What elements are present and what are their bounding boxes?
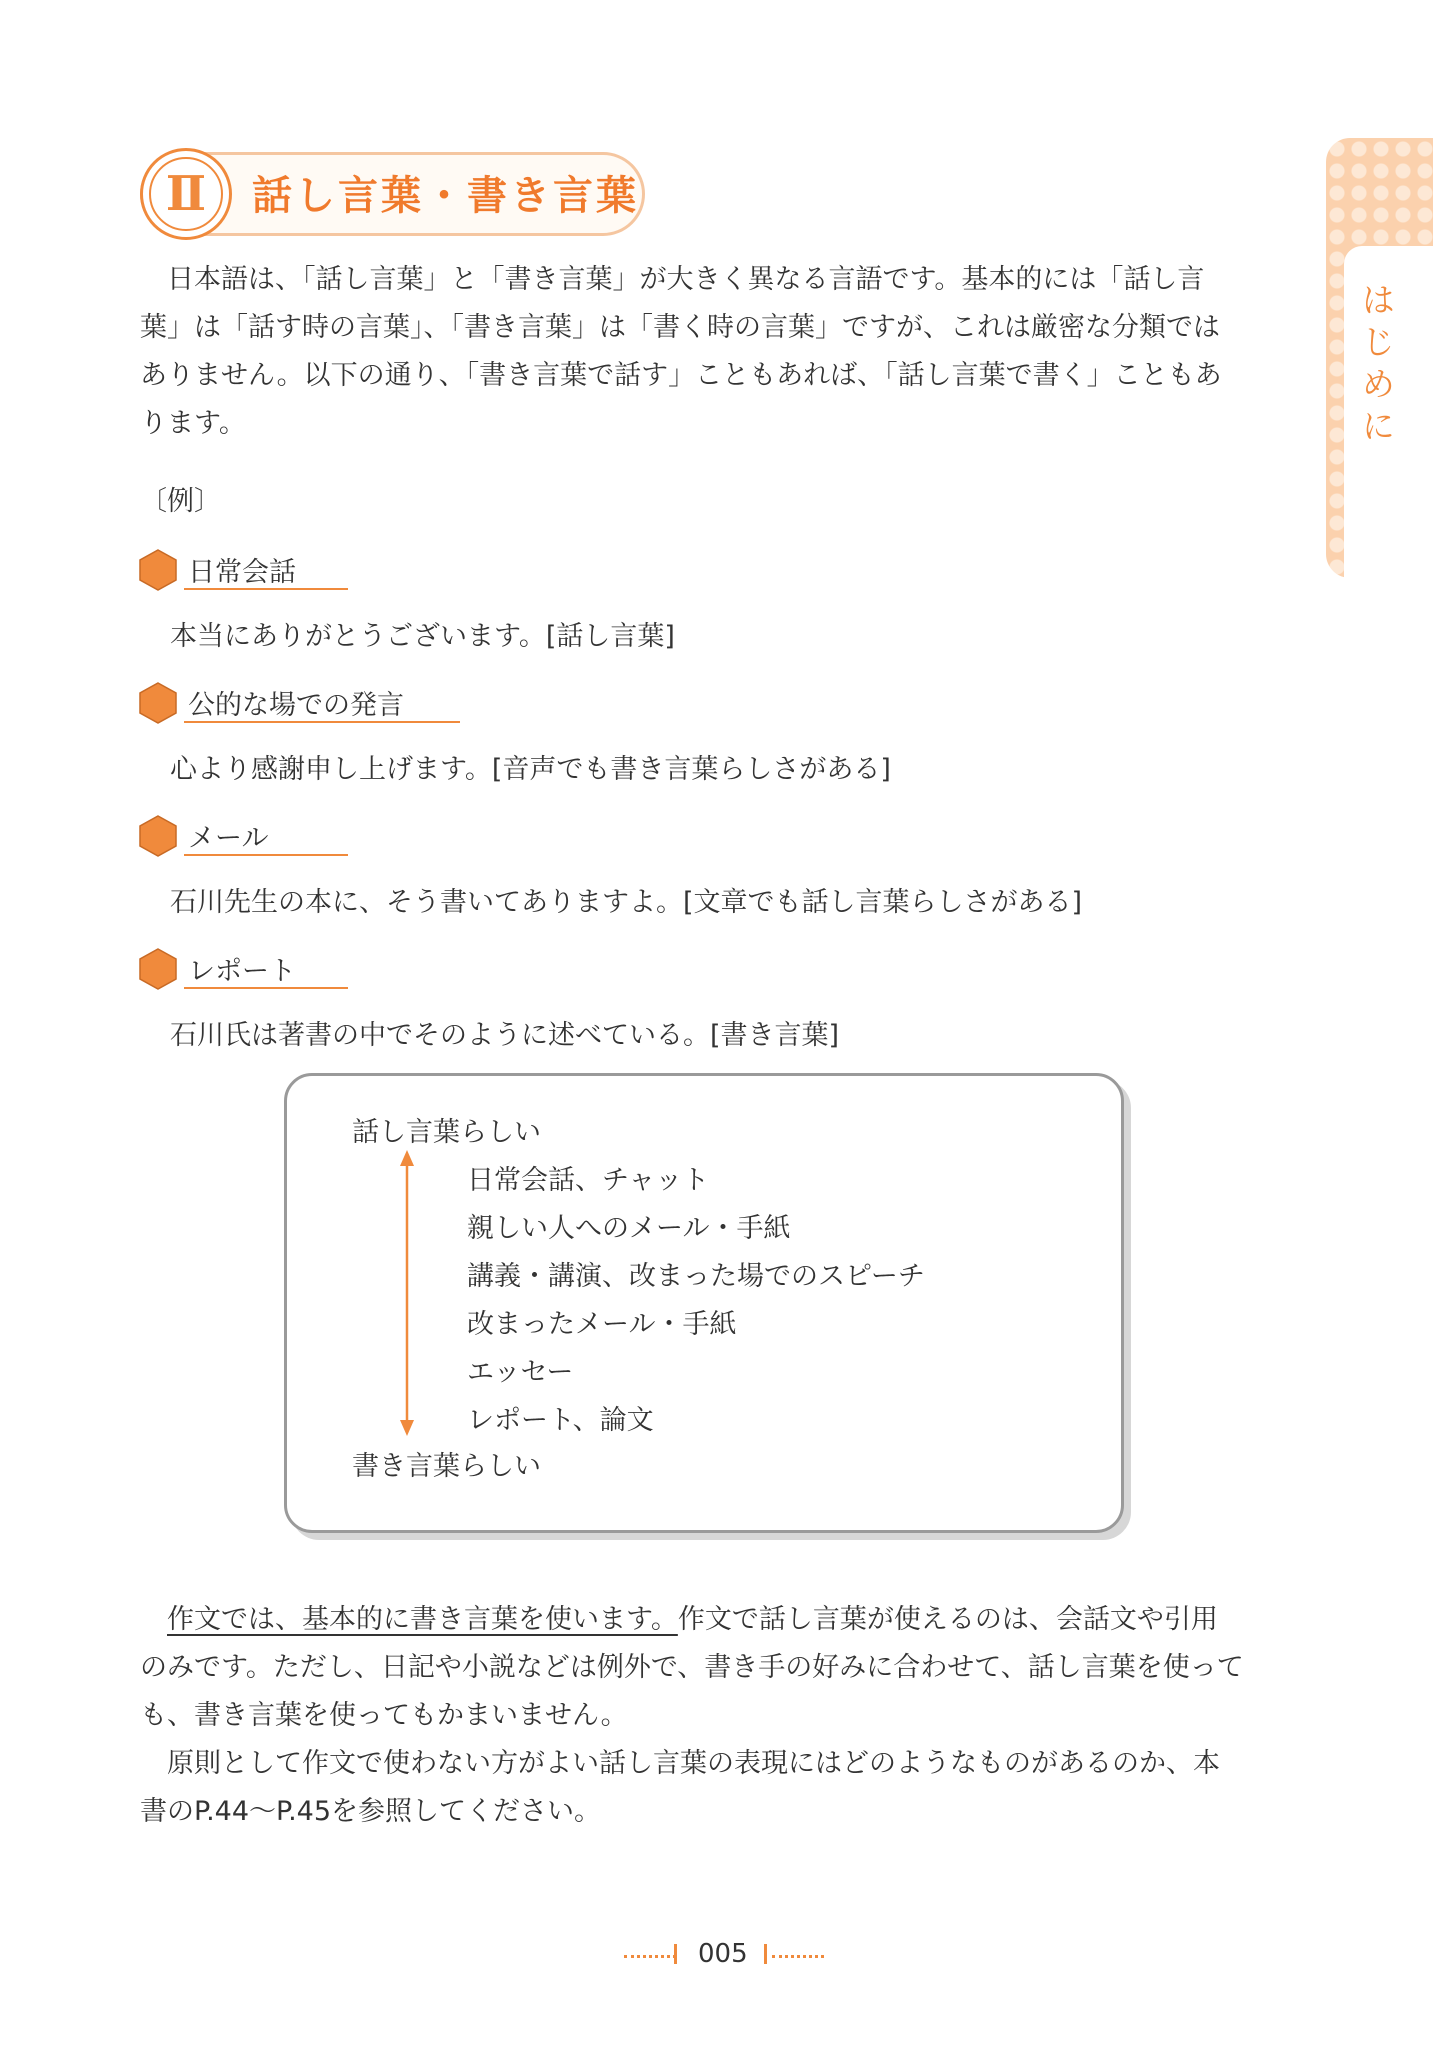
scale-top-label: 話し言葉らしい	[352, 1117, 541, 1148]
example-text-4: 石川氏は著書の中でそのように述べている。[書き言葉]	[170, 1020, 840, 1051]
intro-line-2: 葉」は「話す時の言葉」、「書き言葉」は「書く時の言葉」ですが、これは厳密な分類では	[140, 312, 1220, 343]
example-heading-label: レポート	[188, 956, 296, 987]
example-heading-label: 公的な場での発言	[188, 690, 404, 721]
scale-item: 改まったメール・手紙	[467, 1309, 737, 1340]
conclusion-line-5: 書のP.44～P.45を参照してください。	[140, 1796, 602, 1827]
example-heading-label: メール	[188, 823, 269, 854]
scale-item: エッセー	[467, 1357, 574, 1388]
section-number-badge	[140, 148, 232, 240]
conclusion-underlined: 作文では、基本的に書き言葉を使います。	[167, 1604, 678, 1635]
conclusion-line-2: のみです。ただし、日記や小説などは例外で、書き手の好みに合わせて、話し言葉を使って	[140, 1652, 1244, 1683]
conclusion-line-4: 原則として作文で使わない方がよい話し言葉の表現にはどのようなものがあるのか、本	[140, 1748, 1220, 1779]
section-numeral: Ⅱ	[149, 157, 223, 231]
double-arrow-icon	[392, 1150, 422, 1436]
side-tab-label: はじめに	[1355, 282, 1395, 450]
page-number: 005	[698, 1939, 748, 1969]
example-label: 〔例〕	[140, 486, 221, 517]
scale-item: 親しい人へのメール・手紙	[467, 1213, 791, 1244]
scale-bottom-label: 書き言葉らしい	[352, 1451, 541, 1482]
conclusion-line-3: も、書き言葉を使ってもかまいません。	[140, 1700, 628, 1731]
scale-item: レポート、論文	[467, 1405, 654, 1436]
conclusion-line-1: 作文では、基本的に書き言葉を使います。作文で話し言葉が使えるのは、会話文や引用	[167, 1604, 1218, 1635]
example-text-1: 本当にありがとうございます。[話し言葉]	[170, 621, 675, 652]
hexagon-bullet-icon	[136, 548, 180, 592]
example-heading-4	[136, 945, 336, 993]
example-text-2: 心より感謝申し上げます。[音声でも書き言葉らしさがある]	[170, 754, 891, 785]
example-heading-3	[136, 812, 336, 860]
footer-dots-left	[624, 1955, 676, 1958]
intro-line-4: ります。	[140, 408, 246, 439]
example-text-3: 石川先生の本に、そう書いてありますよ。[文章でも話し言葉らしさがある]	[170, 887, 1083, 918]
footer-dots-right	[772, 1955, 824, 1958]
example-heading-1	[136, 546, 336, 594]
hexagon-bullet-icon	[136, 814, 180, 858]
hexagon-bullet-icon	[136, 681, 180, 725]
example-heading-2	[136, 679, 404, 727]
section-title: 話し言葉・書き言葉	[252, 173, 639, 219]
intro-line-3: ありません。以下の通り、「書き言葉で話す」こともあれば、「話し言葉で書く」こともあ	[140, 360, 1222, 391]
scale-item: 講義・講演、改まった場でのスピーチ	[467, 1261, 925, 1292]
intro-line-1: 日本語は、「話し言葉」と「書き言葉」が大きく異なる言語です。基本的には「話し言	[167, 264, 1205, 295]
scale-item: 日常会話、チャット	[467, 1165, 710, 1196]
hexagon-bullet-icon	[136, 947, 180, 991]
example-heading-label: 日常会話	[188, 557, 296, 588]
